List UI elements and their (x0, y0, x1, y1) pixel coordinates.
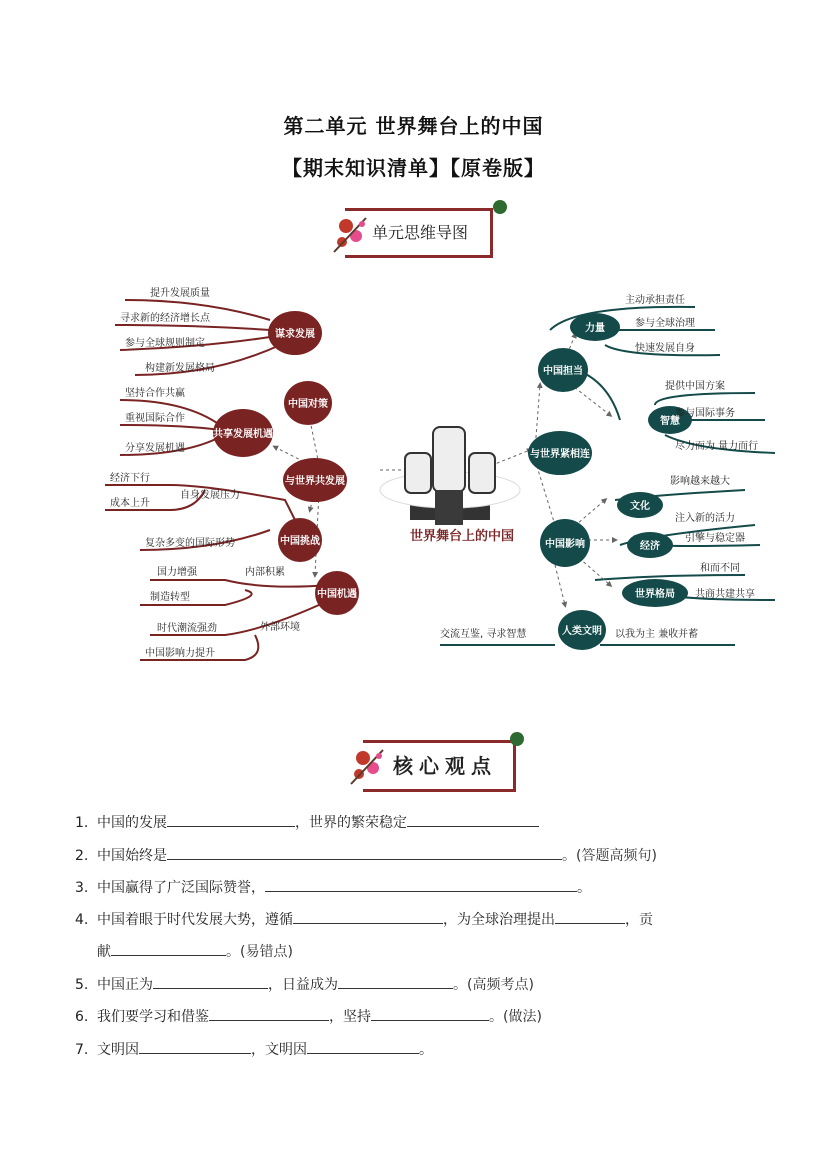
mindmap-label: 中国对策 (288, 399, 328, 410)
green-dot-icon (493, 200, 507, 214)
mindmap-label: 尽力而为 量力而行 (675, 441, 759, 452)
green-dot-icon (510, 732, 524, 746)
question-2: 2. 中国始终是 。(答题高频句) (75, 845, 657, 865)
mindmap-label: 引擎与稳定器 (685, 533, 745, 544)
mindmap-label: 重视国际合作 (125, 413, 185, 424)
mindmap-center-title: 世界舞台上的中国 (410, 529, 515, 544)
mindmap-label: 经济下行 (110, 473, 150, 484)
answer-blank[interactable] (167, 845, 562, 860)
page-subtitle: 【期末知识清单】【原卷版】 (282, 156, 545, 180)
plum-blossom-icon (349, 744, 389, 788)
mindmap-label: 参与全球规则制定 (125, 338, 205, 349)
mindmap-label: 以我为主 兼收并蓄 (615, 629, 699, 640)
mindmap-label: 中国担当 (543, 366, 583, 377)
question-6: 6. 我们要学习和借鉴 ，坚持 。(做法) (75, 1006, 542, 1026)
mind-map (95, 275, 795, 675)
question-7: 7. 文明因 ，文明因 。 (75, 1039, 433, 1059)
question-4-cont: 献 。(易错点) (75, 941, 293, 961)
answer-blank[interactable] (167, 812, 295, 827)
mindmap-label: 外部环境 (260, 622, 300, 633)
question-5: 5. 中国正为 ，日益成为 。(高频考点) (75, 974, 534, 994)
mindmap-label: 智慧 (660, 416, 680, 427)
answer-blank[interactable] (371, 1006, 489, 1021)
mindmap-label: 构建新发展格局 (145, 363, 215, 374)
mindmap-label: 时代潮流强劲 (157, 623, 217, 634)
mindmap-label: 制造转型 (150, 592, 190, 603)
answer-blank[interactable] (307, 1039, 419, 1054)
mindmap-label: 分享发展机遇 (125, 443, 185, 454)
mindmap-label: 参与全球治理 (635, 318, 695, 329)
mindmap-label: 与世界紧相连 (530, 449, 590, 460)
page-title: 第二单元 世界舞台上的中国 (283, 114, 544, 138)
section-label-core: 核心观点 (393, 754, 497, 778)
mindmap-label: 经济 (640, 541, 660, 552)
mindmap-label: 寻求新的经济增长点 (120, 313, 210, 324)
mindmap-label: 谋求发展 (275, 329, 315, 340)
mindmap-label: 影响越来越大 (670, 476, 730, 487)
mindmap-label: 主动承担责任 (625, 295, 685, 306)
mindmap-label: 参与国际事务 (675, 408, 735, 419)
answer-blank[interactable] (139, 1039, 251, 1054)
plum-blossom-icon (332, 212, 372, 256)
answer-blank[interactable] (338, 974, 453, 989)
answer-blank[interactable] (265, 877, 577, 892)
mindmap-label: 世界格局 (635, 589, 675, 600)
mindmap-label: 注入新的活力 (675, 513, 735, 524)
mindmap-label: 国力增强 (157, 567, 197, 578)
raised-fists-icon (380, 427, 520, 525)
answer-blank[interactable] (153, 974, 268, 989)
mindmap-label: 与世界共发展 (285, 476, 345, 487)
mindmap-label: 中国影响 (545, 539, 585, 550)
mindmap-label: 共商共建共享 (695, 589, 755, 600)
question-4: 4. 中国着眼于时代发展大势，遵循 ，为全球治理提出 ，贡 (75, 909, 653, 929)
mindmap-label: 共享发展机遇 (213, 429, 273, 440)
section-label-mindmap: 单元思维导图 (372, 223, 469, 242)
mindmap-label: 中国机遇 (317, 589, 357, 600)
mindmap-label: 内部积累 (245, 567, 285, 578)
question-1: 1. 中国的发展 ，世界的繁荣稳定 (75, 812, 539, 832)
mindmap-label: 交流互鉴, 寻求智慧 (440, 629, 527, 640)
mindmap-label: 中国影响力提升 (145, 648, 215, 659)
answer-blank[interactable] (407, 812, 539, 827)
answer-blank[interactable] (555, 909, 625, 924)
mindmap-label: 提供中国方案 (665, 381, 725, 392)
mindmap-label: 提升发展质量 (150, 288, 210, 299)
mindmap-label: 成本上升 (110, 498, 150, 509)
mindmap-label: 和而不同 (700, 563, 740, 574)
mindmap-label: 自身发展压力 (180, 490, 240, 501)
answer-blank[interactable] (209, 1006, 329, 1021)
section-badge-mindmap (330, 200, 510, 260)
mindmap-label: 文化 (630, 501, 650, 512)
answer-blank[interactable] (111, 941, 226, 956)
answer-blank[interactable] (293, 909, 443, 924)
mindmap-label: 中国挑战 (280, 536, 320, 547)
mindmap-label: 力量 (585, 323, 605, 334)
mindmap-label: 复杂多变的国际形势 (145, 538, 235, 549)
mindmap-label: 坚持合作共赢 (125, 388, 185, 399)
mindmap-label: 人类文明 (562, 626, 602, 637)
section-badge-core (345, 728, 525, 794)
mindmap-label: 快速发展自身 (635, 343, 695, 354)
question-3: 3. 中国赢得了广泛国际赞誉， 。 (75, 877, 591, 897)
